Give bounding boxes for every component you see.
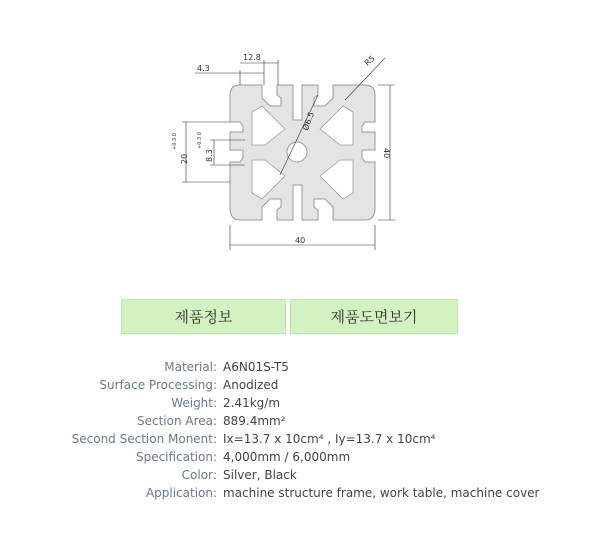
dim-slot-outer-tol: +0.3 0 — [172, 133, 178, 150]
spec-label: Material — [164, 360, 213, 374]
spec-label: Section Area — [136, 414, 213, 428]
spec-row-surface: Surface Processing : Anodized — [0, 376, 600, 394]
spec-row-section-area: Section Area : 889.4mm² — [0, 412, 600, 430]
spec-value: 4,000mm / 6,000mm — [223, 450, 351, 464]
spec-value: Silver, Black — [223, 468, 297, 482]
spec-value: Ix=13.7 x 10cm⁴ , Iy=13.7 x 10cm⁴ — [223, 432, 436, 446]
spec-row-color: Color : Silver, Black — [0, 466, 600, 484]
spec-row-moment: Second Section Monent : Ix=13.7 x 10cm⁴ , Iy=13.7 x 10cm⁴ — [0, 430, 600, 448]
spec-value: A6N01S-T5 — [223, 360, 289, 374]
dim-slot-inner: 8.3 — [205, 149, 214, 162]
tab-product-drawing[interactable] — [290, 299, 458, 334]
dim-width-outer: 40 — [295, 236, 306, 245]
spec-label: Specification — [135, 450, 213, 464]
tab-product-info-label: 제품정보 — [174, 308, 233, 326]
spec-value: 889.4mm² — [223, 414, 286, 428]
spec-value: machine structure frame, work table, machine cover — [223, 486, 540, 500]
spec-label: Color — [181, 468, 213, 482]
spec-row-weight: Weight : 2.41kg/m — [0, 394, 600, 412]
dim-height-outer: 40 — [382, 148, 391, 159]
dim-hole-dia: Ø6.5 — [301, 110, 317, 132]
spec-list — [0, 358, 600, 502]
tab-product-drawing-label: 제품도면보기 — [330, 308, 418, 326]
dim-top-width: 12.8 — [243, 53, 261, 62]
aluminium-profile-shape — [230, 85, 375, 220]
tab-product-info[interactable] — [121, 299, 286, 334]
dim-slot-outer: 20 — [180, 153, 189, 164]
spec-value: Anodized — [223, 378, 279, 392]
product-tabs — [121, 299, 458, 334]
dim-radius: R5 — [362, 53, 377, 68]
dim-slot-inner-tol: +0.3 0 — [197, 132, 203, 149]
spec-label: Surface Processing — [99, 378, 213, 392]
spec-label: Application — [145, 486, 213, 500]
spec-row-application: Application : machine structure frame, work table, machine cover — [0, 484, 600, 502]
spec-row-material: Material : A6N01S-T5 — [0, 358, 600, 376]
spec-row-specification: Specification : 4,000mm / 6,000mm — [0, 448, 600, 466]
spec-label: Second Section Monent — [71, 432, 213, 446]
spec-label: Weight — [171, 396, 213, 410]
dim-left-offset: 4.3 — [197, 64, 210, 73]
spec-value: 2.41kg/m — [223, 396, 281, 410]
